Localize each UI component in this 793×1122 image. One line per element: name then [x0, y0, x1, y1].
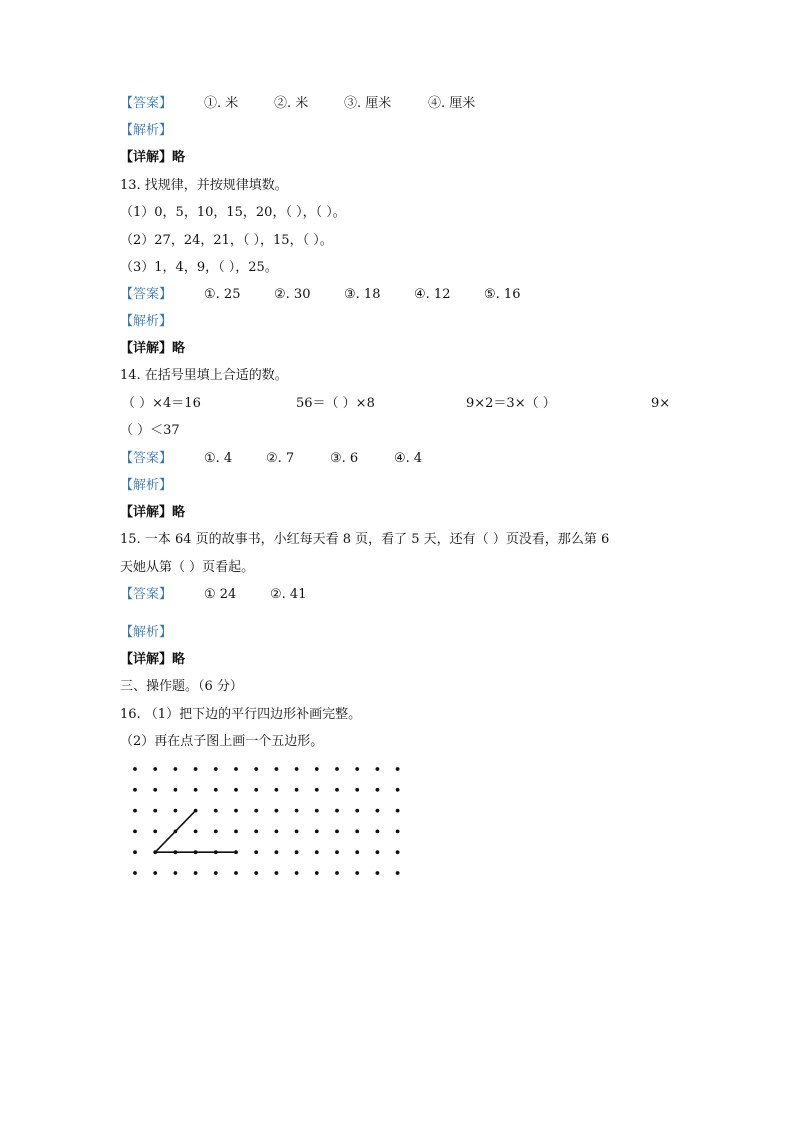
q14-answer-2: ②. 7: [266, 451, 295, 466]
grid-dot: [234, 809, 238, 813]
grid-dot: [295, 850, 299, 854]
grid-dot: [275, 850, 279, 854]
grid-dot: [315, 830, 319, 834]
grid-dot: [254, 809, 258, 813]
grid-dot: [335, 809, 339, 813]
grid-dot: [295, 788, 299, 792]
q15-answer-1: ① 24: [204, 587, 237, 602]
grid-dot: [376, 850, 380, 854]
grid-dot: [355, 850, 359, 854]
grid-dot: [153, 850, 157, 854]
grid-dot: [194, 788, 198, 792]
q12-answer-1: ①. 米: [204, 96, 239, 111]
q15-line-2: 天她从第（ ）页看起。: [120, 560, 255, 575]
detail-label: 【详解】: [120, 341, 173, 356]
grid-dot: [133, 788, 137, 792]
grid-dot: [234, 830, 238, 834]
q13-answer-1: ①. 25: [204, 287, 241, 302]
q14-item-3: 9×2＝3×（ ）: [466, 396, 556, 411]
grid-dot: [396, 767, 400, 771]
grid-dot: [275, 788, 279, 792]
section-3-title: 三、操作题。（6 分）: [120, 679, 243, 694]
grid-dot: [234, 850, 238, 854]
grid-dot: [315, 767, 319, 771]
q13-part-1: （1）0，5，10，15，20，（ ），（ ）。: [120, 205, 346, 220]
grid-dot: [396, 850, 400, 854]
q13-answer-4: ④. 12: [414, 287, 451, 302]
grid-dot: [275, 830, 279, 834]
q14-item-1: （ ）×4＝16: [122, 396, 201, 411]
grid-dot: [214, 871, 218, 875]
grid-dot: [355, 767, 359, 771]
answer-label: 【答案】: [120, 587, 173, 602]
grid-dot: [254, 767, 258, 771]
grid-dot: [355, 809, 359, 813]
grid-dot: [295, 830, 299, 834]
grid-dot: [295, 767, 299, 771]
grid-dot: [234, 788, 238, 792]
grid-dot: [355, 788, 359, 792]
grid-dot: [174, 830, 178, 834]
grid-dot: [174, 809, 178, 813]
grid-dot: [396, 809, 400, 813]
q14-item-4: 9×: [651, 396, 671, 411]
grid-dot: [396, 871, 400, 875]
grid-dot: [295, 809, 299, 813]
q13-title: 13. 找规律，并按规律填数。: [120, 178, 288, 193]
grid-dot: [153, 871, 157, 875]
q14-item-2: 56＝（ ）×8: [296, 396, 375, 411]
q14-answer-1: ①. 4: [204, 451, 233, 466]
analysis-label: 【解析】: [120, 314, 173, 329]
grid-dot: [133, 809, 137, 813]
grid-dot: [153, 830, 157, 834]
grid-dot: [275, 809, 279, 813]
analysis-label: 【解析】: [120, 478, 173, 493]
grid-dot: [376, 767, 380, 771]
q16-line-1: 16. （1）把下边的平行四边形补画完整。: [120, 707, 362, 722]
grid-dot: [174, 788, 178, 792]
grid-dot: [153, 809, 157, 813]
grid-dot: [133, 830, 137, 834]
grid-dot: [396, 788, 400, 792]
grid-dot: [376, 830, 380, 834]
grid-dot: [275, 871, 279, 875]
q12-answer-2: ②. 米: [274, 96, 309, 111]
grid-dot: [254, 788, 258, 792]
grid-dot: [315, 871, 319, 875]
answer-label: 【答案】: [120, 287, 173, 302]
grid-dot: [335, 788, 339, 792]
q13-answer-5: ⑤. 16: [484, 287, 521, 302]
grid-dot: [174, 850, 178, 854]
grid-dot: [194, 830, 198, 834]
analysis-label: 【解析】: [120, 123, 173, 138]
grid-dot: [335, 830, 339, 834]
grid-dot: [376, 809, 380, 813]
detail-label: 【详解】: [120, 652, 173, 667]
grid-dot: [355, 871, 359, 875]
q16-line-2: （2）再在点子图上画一个五边形。: [120, 734, 324, 749]
q14-answer-4: ④. 4: [394, 451, 423, 466]
grid-dot: [174, 767, 178, 771]
grid-dot: [194, 767, 198, 771]
grid-dot: [214, 767, 218, 771]
grid-dot: [194, 871, 198, 875]
answer-label: 【答案】: [120, 451, 173, 466]
q13-part-2: （2）27，24，21，（ ），15，（ ）。: [120, 233, 333, 248]
grid-dot: [335, 850, 339, 854]
grid-dot: [194, 850, 198, 854]
grid-dot: [133, 767, 137, 771]
grid-dot: [254, 830, 258, 834]
grid-dot: [174, 871, 178, 875]
grid-dot: [234, 871, 238, 875]
grid-dot: [396, 830, 400, 834]
q15-line-1: 15. 一本 64 页的故事书，小红每天看 8 页，看了 5 天，还有（ ）页没看，那么第 6: [120, 532, 610, 547]
grid-dot: [275, 767, 279, 771]
grid-dot: [194, 809, 198, 813]
detail-text: 略: [172, 150, 186, 165]
grid-dot: [315, 809, 319, 813]
grid-dot: [335, 767, 339, 771]
grid-dot: [214, 850, 218, 854]
grid-dot: [254, 850, 258, 854]
detail-text: 略: [172, 652, 186, 667]
grid-dot: [214, 809, 218, 813]
grid-dot: [153, 767, 157, 771]
q14-answer-3: ③. 6: [330, 451, 359, 466]
grid-dot: [376, 788, 380, 792]
grid-dot: [315, 788, 319, 792]
q12-answer-3: ③. 厘米: [344, 96, 392, 111]
q12-answer-4: ④. 厘米: [428, 96, 476, 111]
grid-dot: [133, 871, 137, 875]
grid-dot: [153, 788, 157, 792]
grid-dot: [254, 871, 258, 875]
detail-text: 略: [172, 505, 186, 520]
grid-dot: [335, 871, 339, 875]
grid-dot: [234, 767, 238, 771]
analysis-label: 【解析】: [120, 625, 173, 640]
grid-dot: [295, 871, 299, 875]
grid-dot: [315, 850, 319, 854]
q14-title: 14. 在括号里填上合适的数。: [120, 368, 288, 383]
q13-answer-2: ②. 30: [274, 287, 311, 302]
grid-dot: [214, 830, 218, 834]
grid-dot: [133, 850, 137, 854]
q15-answer-2: ②. 41: [270, 587, 307, 602]
detail-label: 【详解】: [120, 505, 173, 520]
grid-dot: [355, 830, 359, 834]
detail-text: 略: [172, 341, 186, 356]
detail-label: 【详解】: [120, 150, 173, 165]
q13-answer-3: ③. 18: [344, 287, 381, 302]
q14-line-2: （ ）＜37: [120, 423, 180, 438]
grid-dot: [214, 788, 218, 792]
answer-label: 【答案】: [120, 96, 173, 111]
grid-dot: [376, 871, 380, 875]
q13-part-3: （3）1，4，9，（ ），25。: [120, 260, 278, 275]
